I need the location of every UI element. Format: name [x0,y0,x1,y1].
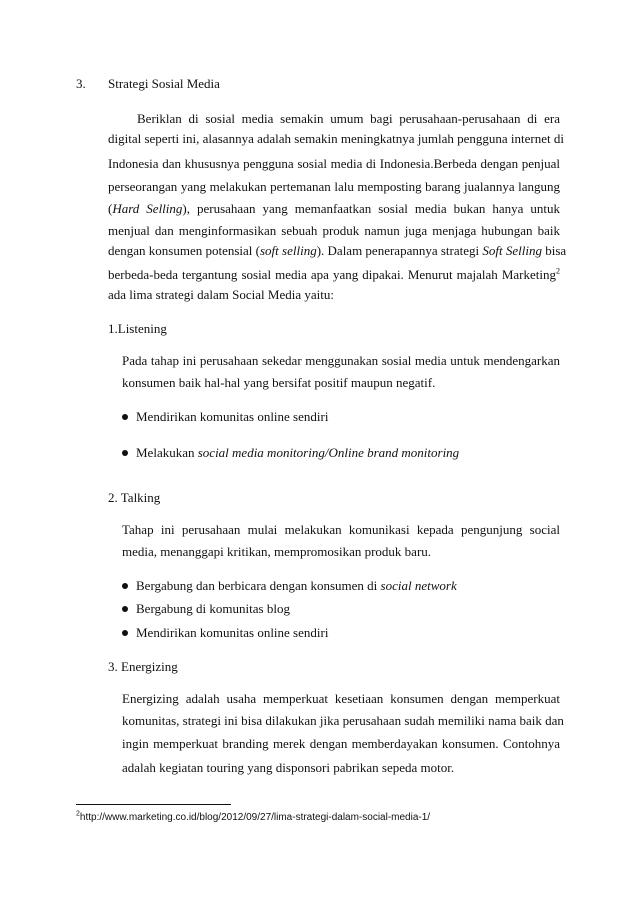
listening-heading: 1.Listening [108,321,167,336]
intro-line-5a: ( [108,201,113,216]
bullet-icon [122,583,128,589]
listening-para-line-1: Pada tahap ini perusahaan sekedar menggunakan sosial media untuk mendengarkan [122,353,560,368]
footnote [76,812,430,824]
intro-line-8a: berbeda-beda tergantung sosial media apa yang dipakai. Menurut majalah Marketing [108,267,556,282]
energizing-para-line-4: adalah kegiatan touring yang disponsori pabrikan sepeda motor. [122,760,455,775]
intro-line-5c: ), perusahaan yang memanfaatkan sosial media bukan hanya untuk [182,201,560,216]
talking-bullet-3: Mendirikan komunitas online sendiri [136,625,329,640]
intro-line-3: Indonesia dan khususnya pengguna sosial media di Indonesia.Berbeda dengan penjual [108,156,560,171]
intro-line-5 [108,201,560,217]
section-title: Strategi Sosial Media [108,76,220,91]
listening-para-line-2: konsumen baik hal-hal yang bersifat positif maupun negatif. [122,375,436,390]
hard-selling-term: Hard Selling [112,201,183,216]
intro-line-8 [108,267,560,283]
talking-heading: 2. Talking [108,490,161,505]
intro-line-1: Beriklan di sosial media semakin umum bagi perusahaan-perusahaan di era [137,111,560,126]
intro-line-4: perseorangan yang melakukan pertemanan lalu memposting barang jualannya langung [108,179,560,194]
talking-bullet-2: Bergabung di komunitas blog [136,601,290,616]
footnote-url: http://www.marketing.co.id/blog/2012/09/27/lima-strategi-dalam-social-media-1/ [79,812,431,823]
energizing-heading: 3. Energizing [108,659,178,674]
listening-bullet-1: Mendirikan komunitas online sendiri [136,409,329,424]
intro-line-9: ada lima strategi dalam Social Media yaitu: [108,287,334,302]
soft-selling-term-2: Soft Selling [482,243,542,258]
listening-bullet-2b: social media monitoring/Online brand monitoring [197,445,460,460]
soft-selling-term: soft selling [260,243,317,258]
bullet-icon [122,450,128,456]
energizing-para-line-2: komunitas, strategi ini bisa dilakukan jika perusahaan sudah memiliki nama baik dan [122,713,564,728]
talking-bullet-1a: Bergabung dan berbicara dengan konsumen di [136,578,381,593]
intro-line-2: digital seperti ini, alasannya adalah semakin meningkatnya jumlah pengguna internet di [108,131,564,146]
intro-line-7e: bisa [541,243,567,258]
bullet-icon [122,414,128,420]
footnote-divider [76,804,231,805]
bullet-icon [122,606,128,612]
footnote-ref: 2 [556,266,560,276]
intro-line-7 [108,243,567,259]
talking-bullet-1b: social network [380,578,457,593]
intro-line-7a: dengan konsumen potensial ( [108,243,260,258]
section-number: 3. [76,76,86,91]
intro-line-6: menjual dan menginformasikan sebuah produk namun juga menjaga hubungan baik [108,223,560,238]
energizing-para-line-1: Energizing adalah usaha memperkuat kesetiaan konsumen dengan memperkuat [122,691,560,706]
footnote-marker: 2 [76,810,80,818]
talking-para-line-1: Tahap ini perusahaan mulai melakukan komunikasi kepada pengunjung social [122,522,560,537]
bullet-icon [122,630,128,636]
talking-bullet-1 [136,578,457,594]
listening-bullet-2a: Melakukan [136,445,198,460]
listening-bullet-2 [136,445,459,461]
talking-para-line-2: media, menanggapi kritikan, mempromosikan produk baru. [122,544,432,559]
energizing-para-line-3: ingin memperkuat branding merek dengan memberdayakan konsumen. Contohnya [122,736,560,751]
intro-line-7c: ). Dalam penerapannya strategi [316,243,483,258]
